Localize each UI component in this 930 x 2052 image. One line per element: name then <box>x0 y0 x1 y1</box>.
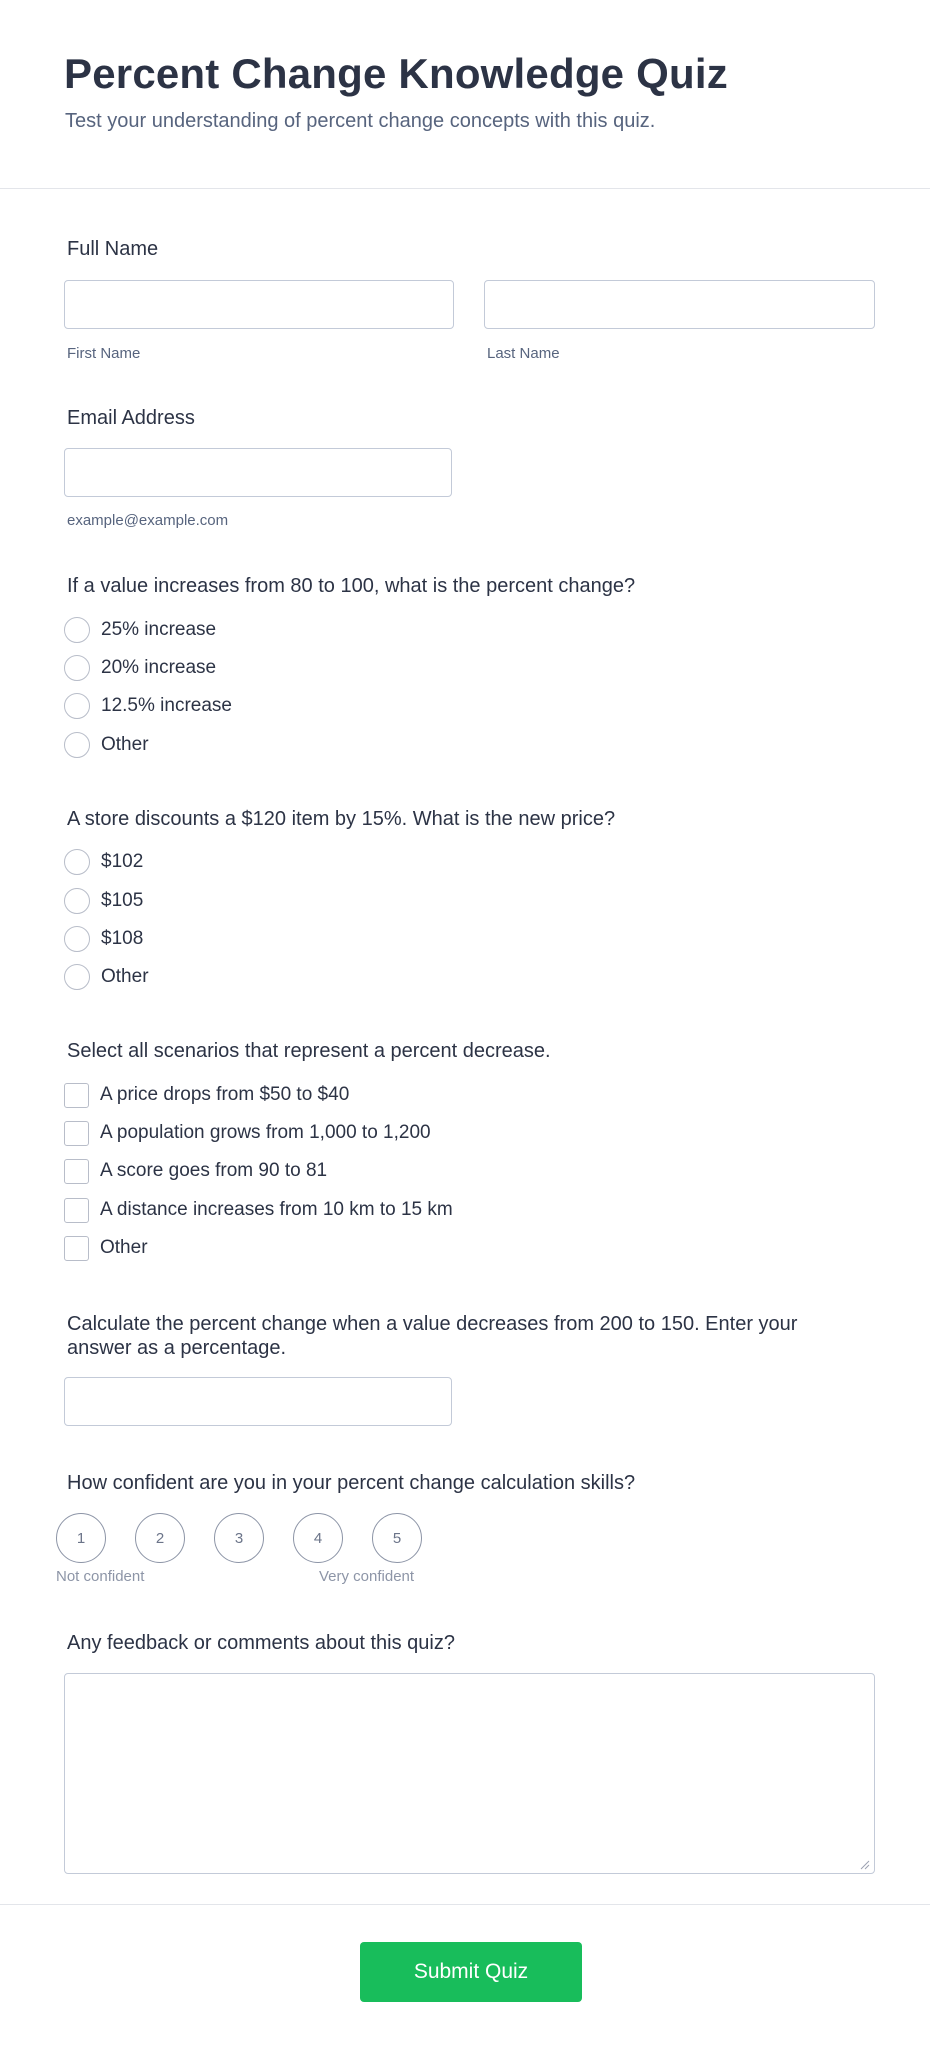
q3-option-label: A population grows from 1,000 to 1,200 <box>100 1122 431 1143</box>
q2-option-label: $102 <box>101 851 144 872</box>
checkbox[interactable] <box>64 1159 89 1184</box>
q2-option-label: $105 <box>101 890 144 911</box>
page-subtitle: Test your understanding of percent change concepts with this quiz. <box>65 110 656 132</box>
resize-handle-icon[interactable] <box>858 1858 870 1870</box>
q2-option-label: Other <box>101 966 149 987</box>
q3-option-label: Other <box>100 1237 148 1258</box>
email-label: Email Address <box>67 407 195 429</box>
q2-option-label: $108 <box>101 928 144 949</box>
q1-option-label: 12.5% increase <box>101 695 232 716</box>
q1-option[interactable] <box>64 655 216 681</box>
q3-option[interactable] <box>64 1082 349 1108</box>
checkbox[interactable] <box>64 1083 89 1108</box>
q3-option[interactable] <box>64 1235 148 1261</box>
q1-label: If a value increases from 80 to 100, what is the percent change? <box>67 575 636 597</box>
radio-button[interactable] <box>64 964 90 990</box>
q3-option[interactable] <box>64 1120 431 1146</box>
scale-option-1[interactable]: 1 <box>56 1513 106 1563</box>
q4-label: Calculate the percent change when a value decreases from 200 to 150. Enter your answer as a percentage. <box>67 1313 798 1359</box>
page-title: Percent Change Knowledge Quiz <box>64 50 728 97</box>
q2-label: A store discounts a $120 item by 15%. What is the new price? <box>67 808 616 830</box>
q2-option[interactable] <box>64 888 143 914</box>
form-header <box>0 0 930 189</box>
q6-label: Any feedback or comments about this quiz? <box>67 1632 455 1654</box>
radio-button[interactable] <box>64 693 90 719</box>
q1-option[interactable] <box>64 693 232 719</box>
radio-button[interactable] <box>64 849 90 875</box>
q1-option-label: Other <box>101 734 149 755</box>
checkbox[interactable] <box>64 1198 89 1223</box>
q2-option[interactable] <box>64 849 143 875</box>
first-name-input[interactable] <box>64 280 454 329</box>
q3-option-label: A distance increases from 10 km to 15 km <box>100 1199 453 1220</box>
scale-min-caption: Not confident <box>56 1568 145 1585</box>
submit-button[interactable]: Submit Quiz <box>360 1942 582 2002</box>
q1-option[interactable] <box>64 732 149 758</box>
q3-option[interactable] <box>64 1197 453 1223</box>
first-name-sublabel: First Name <box>67 345 141 362</box>
radio-button[interactable] <box>64 617 90 643</box>
scale-option-4[interactable]: 4 <box>293 1513 343 1563</box>
radio-button[interactable] <box>64 888 90 914</box>
q1-option[interactable] <box>64 617 216 643</box>
radio-button[interactable] <box>64 926 90 952</box>
q5-label: How confident are you in your percent change calculation skills? <box>67 1472 636 1494</box>
scale-option-3[interactable]: 3 <box>214 1513 264 1563</box>
feedback-textarea[interactable] <box>64 1673 875 1874</box>
checkbox[interactable] <box>64 1121 89 1146</box>
last-name-sublabel: Last Name <box>487 345 560 362</box>
last-name-input[interactable] <box>484 280 875 329</box>
q4-answer-input[interactable] <box>64 1377 452 1426</box>
q3-option-label: A score goes from 90 to 81 <box>100 1160 328 1181</box>
q3-label: Select all scenarios that represent a percent decrease. <box>67 1040 551 1062</box>
scale-option-5[interactable]: 5 <box>372 1513 422 1563</box>
q1-option-label: 20% increase <box>101 657 217 678</box>
q2-option[interactable] <box>64 926 143 952</box>
scale-max-caption: Very confident <box>319 1568 415 1585</box>
radio-button[interactable] <box>64 655 90 681</box>
checkbox[interactable] <box>64 1236 89 1261</box>
full-name-label: Full Name <box>67 238 159 260</box>
q1-option-label: 25% increase <box>101 619 217 640</box>
email-input[interactable] <box>64 448 452 497</box>
q3-option-label: A price drops from $50 to $40 <box>100 1084 350 1105</box>
email-sublabel: example@example.com <box>67 512 229 529</box>
radio-button[interactable] <box>64 732 90 758</box>
q2-option[interactable] <box>64 964 149 990</box>
q3-option[interactable] <box>64 1158 327 1184</box>
scale-option-2[interactable]: 2 <box>135 1513 185 1563</box>
